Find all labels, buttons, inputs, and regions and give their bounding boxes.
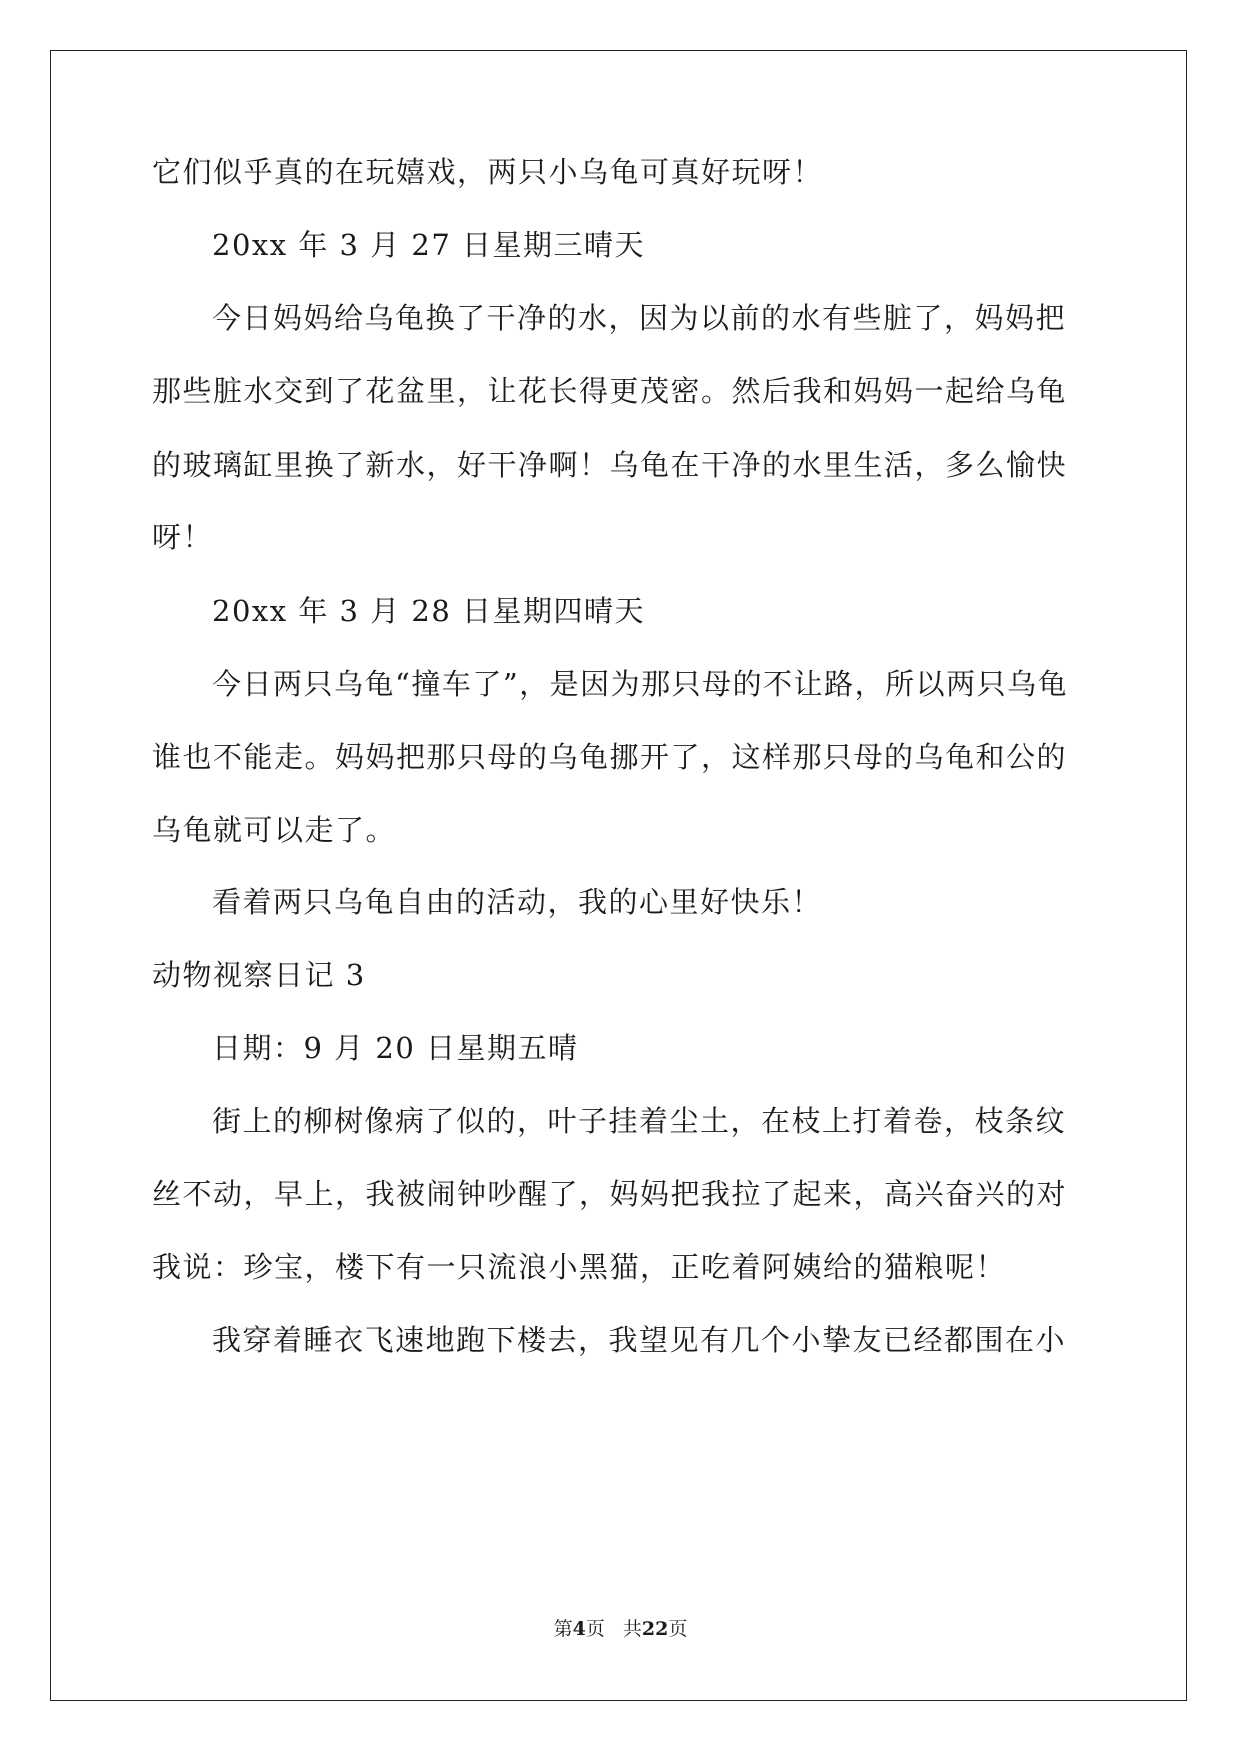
body-line: 丝不动，早上，我被闹钟吵醒了，妈妈把我拉了起来，高兴奋兴的对 [152,1177,1068,1211]
footer-total-pages: 22 [641,1618,669,1640]
page-border [50,50,1187,1701]
diary-date-heading: 20xx 年 3 月 27 日星期三晴天 [212,228,646,262]
body-line: 乌龟就可以走了。 [152,813,397,847]
footer-page-number: 4 [572,1618,586,1640]
body-line: 谁也不能走。妈妈把那只母的乌龟挪开了，这样那只母的乌龟和公的 [152,740,1068,774]
page-footer [0,1617,1241,1641]
footer-total-suffix: 页 [668,1618,688,1640]
body-line: 今日两只乌龟“撞车了”，是因为那只母的不让路，所以两只乌龟 [212,667,1069,701]
footer-prefix: 第 [553,1618,573,1640]
body-line: 那些脏水交到了花盆里，让花长得更茂密。然后我和妈妈一起给乌龟 [152,374,1068,408]
diary-date-heading: 日期：9 月 20 日星期五晴 [212,1031,579,1065]
body-line: 看着两只乌龟自由的活动，我的心里好快乐！ [212,885,823,919]
body-line: 我穿着睡衣飞速地跑下楼去，我望见有几个小挚友已经都围在小 [212,1323,1067,1357]
footer-total-prefix: 共 [622,1618,642,1640]
body-line: 它们似乎真的在玩嬉戏，两只小乌龟可真好玩呀！ [152,155,824,189]
body-line: 今日妈妈给乌龟换了干净的水，因为以前的水有些脏了，妈妈把 [212,301,1067,335]
body-line: 街上的柳树像病了似的，叶子挂着尘土，在枝上打着卷，枝条纹 [212,1104,1067,1138]
footer-page-suffix: 页 [585,1618,605,1640]
diary-date-heading: 20xx 年 3 月 28 日星期四晴天 [212,594,646,628]
body-line: 我说：珍宝，楼下有一只流浪小黑猫，正吃着阿姨给的猫粮呢！ [152,1250,1007,1284]
body-line: 呀！ [152,520,214,554]
body-line: 的玻璃缸里换了新水，好干净啊！乌龟在干净的水里生活，多么愉快 [152,448,1068,482]
section-title: 动物视察日记 3 [152,958,366,992]
